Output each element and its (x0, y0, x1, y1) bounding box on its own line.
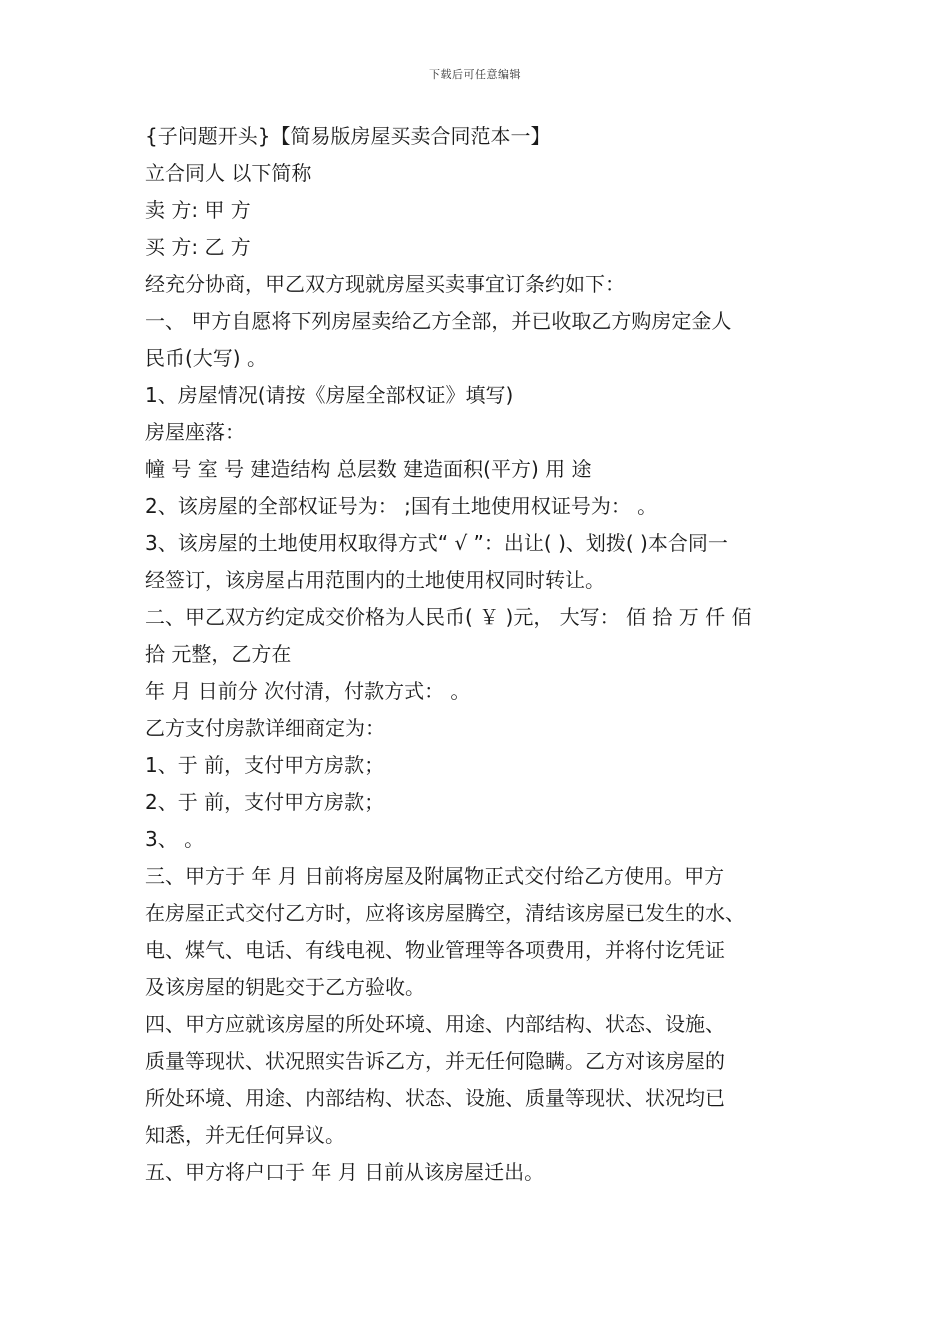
paragraph-line: 3、该房屋的土地使用权取得方式“ √ ”：出让( )、划拨( )本合同一 (145, 531, 728, 555)
paragraph-line: 1、房屋情况(请按《房屋全部权证》填写) (145, 383, 514, 407)
document-body (145, 118, 810, 1191)
paragraph-line: 一、 甲方自愿将下列房屋卖给乙方全部，并已收取乙方购房定金人 (145, 309, 732, 333)
paragraph-line: 1、于 前，支付甲方房款； (145, 753, 385, 777)
paragraph-line: 幢 号 室 号 建造结构 总层数 建造面积(平方) 用 途 (145, 457, 592, 481)
paragraph-line: 年 月 日前分 次付清，付款方式： 。 (145, 679, 471, 703)
document-title: {子问题开头}【简易版房屋买卖合同范本一】 (145, 124, 551, 148)
paragraph-line: 五、甲方将户口于 年 月 日前从该房屋迁出。 (145, 1160, 545, 1184)
paragraph-line: 卖 方: 甲 方 (145, 198, 251, 222)
paragraph-line: 电、煤气、电话、有线电视、物业管理等各项费用，并将付讫凭证 (145, 938, 725, 962)
paragraph-line: 房屋座落： (145, 420, 245, 444)
paragraph-line: 所处环境、用途、内部结构、状态、设施、质量等现状、状况均已 (145, 1086, 725, 1110)
paragraph-line: 拾 元整，乙方在 (145, 642, 292, 666)
paragraph-line: 立合同人 以下简称 (145, 161, 312, 185)
paragraph-line: 2、该房屋的全部权证号为： ;国有土地使用权证号为： 。 (145, 494, 658, 518)
paragraph-line: 四、甲方应就该房屋的所处环境、用途、内部结构、状态、设施、 (145, 1012, 725, 1036)
paragraph-line: 三、甲方于 年 月 日前将房屋及附属物正式交付给乙方使用。甲方 (145, 864, 725, 888)
paragraph-line: 民币(大写) 。 (145, 346, 267, 370)
page-header-note: 下载后可任意编辑 (429, 68, 521, 81)
paragraph-line: 买 方: 乙 方 (145, 235, 251, 259)
paragraph-line: 经签订，该房屋占用范围内的土地使用权同时转让。 (145, 568, 605, 592)
paragraph-line: 二、甲乙双方约定成交价格为人民币( ￥ )元， 大写： 佰 拾 万 仟 佰 (145, 605, 752, 629)
paragraph-line: 及该房屋的钥匙交于乙方验收。 (145, 975, 425, 999)
paragraph-line: 知悉，并无任何异议。 (145, 1123, 345, 1147)
paragraph-line: 经充分协商，甲乙双方现就房屋买卖事宜订条约如下： (145, 272, 625, 296)
paragraph-line: 2、于 前，支付甲方房款； (145, 790, 385, 814)
paragraph-line: 在房屋正式交付乙方时，应将该房屋腾空，清结该房屋已发生的水、 (145, 901, 745, 925)
paragraph-line: 乙方支付房款详细商定为： (145, 716, 385, 740)
paragraph-line: 3、 。 (145, 827, 205, 851)
paragraph-line: 质量等现状、状况照实告诉乙方，并无任何隐瞒。乙方对该房屋的 (145, 1049, 725, 1073)
